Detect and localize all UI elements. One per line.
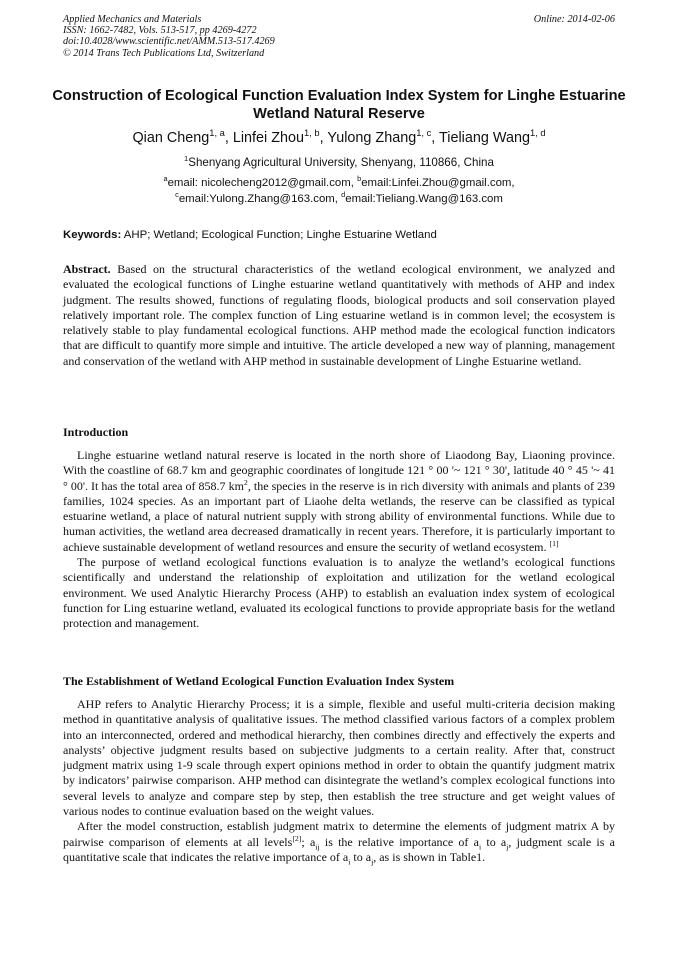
paragraph: The purpose of wetland ecological functions evaluation is to analyze the wetland’s ecological functions scientifically and understand the relationship of exploitation and utilization for the wetland ecological environment. We used Analytic Hierarchy Process (AHP) to establish an evaluation index system of ecological function for Ling estuarine wetland, evaluated its ecological functions to provide appropriate basis for the wetland protection and management. — [63, 555, 615, 631]
journal-name: Applied Mechanics and Materials — [63, 14, 202, 25]
email-list — [20, 176, 658, 207]
author-name: Yulong Zhang — [327, 130, 417, 146]
author-superscript: 1, b — [304, 128, 320, 139]
email-b[interactable]: email:Linfei.Zhou@gmail.com, — [361, 177, 515, 189]
subscript: i — [478, 842, 482, 852]
journal-header — [63, 14, 615, 59]
paragraph-text: After the model construction, establish judgment matrix to determine the elements of judgment matrix A by pairwise comparison of elements at all levels — [63, 819, 615, 849]
author-name: Qian Cheng — [132, 130, 210, 146]
issn-line: ISSN: 1662-7482, Vols. 513-517, pp 4269-4272 — [63, 25, 257, 37]
subscript: j — [506, 842, 509, 852]
keywords-text: AHP; Wetland; Ecological Function; Linghe Estuarine Wetland — [123, 229, 437, 241]
abstract — [63, 262, 615, 369]
paragraph-text: , as is shown in Table1. — [373, 849, 486, 864]
abstract-text: Based on the structural characteristics of the wetland ecological environment, we analyzed and evaluated the ecological functions of Linghe estuarine wetland quantitatively with methods of AHP and index judgment. The results showed, functions of regulating floods, biological products and soil conservation played relatively important role. The complex function of Ling estuarine wetland is in common level; the ecosystem is relatively stable to play fundamental ecological functions. AHP method made the ecological function indicators that are difficult to quantify more simple and intuitive. The article developed a new way of planning, management and conservation of the wetland with AHP method in sustainable development of Linghe Estuarine wetland. — [63, 262, 616, 368]
paragraph-text: ; a — [301, 834, 316, 849]
paragraph-text: is the relative importance of a — [319, 834, 479, 849]
copyright-line: © 2014 Trans Tech Publications Ltd, Switzerland — [63, 47, 265, 59]
email-a[interactable]: email: nicolecheng2012@gmail.com, — [167, 177, 354, 189]
paragraph-text: to a — [350, 849, 372, 864]
author-name: Linfei Zhou — [232, 130, 305, 146]
author-superscript: 1, c — [416, 128, 432, 139]
paragraph-text: to a — [481, 834, 507, 849]
affiliation — [20, 156, 658, 170]
abstract-label: Abstract. — [63, 262, 111, 276]
section-heading-introduction: Introduction — [63, 425, 129, 439]
email-superscript: d — [341, 189, 346, 199]
email-superscript: b — [357, 174, 362, 184]
online-date: Online: 2014-02-06 — [533, 14, 615, 25]
introduction-body — [63, 448, 615, 632]
affiliation-text: Shenyang Agricultural University, Shenyang, 110866, China — [188, 156, 494, 169]
section-heading-establishment: The Establishment of Wetland Ecological Function Evaluation Index System — [63, 674, 455, 688]
paper-title: Construction of Ecological Function Evaluation Index System for Linghe Estuarine Wetland Natural Reserve — [52, 88, 626, 122]
keywords-label: Keywords: — [63, 229, 122, 241]
affiliation-superscript: 1 — [184, 154, 189, 164]
superscript: 2 — [243, 477, 248, 487]
doi-line: doi:10.4028/www.scientific.net/AMM.513-517.4269 — [63, 36, 275, 48]
establishment-body — [63, 697, 615, 865]
email-d[interactable]: email:Tieliang.Wang@163.com — [345, 192, 503, 205]
subscript: j — [371, 857, 374, 867]
paragraph-text: , judgment scale is a quantitative scale that indicates the relative importance of a — [63, 834, 615, 864]
keywords — [63, 228, 615, 242]
email-superscript: c — [175, 189, 179, 199]
paragraph — [63, 819, 615, 865]
author-list: Qian Cheng$^{1, a}$, Linfei Zhou$^{1, b}$, Yulong Zhang$^{1, c}$, Tieliang Wang$^{1, d}$ — [132, 128, 546, 146]
paragraph-text: Linghe estuarine wetland natural reserve is located in the north shore of Liaodong Bay, Liaoning province. With the coastline of 68.7 km and geographic coordinates of longitude 121 ° 00 '~ 121 ° 30', latitude 40 ° 45 '~ 41 ° 00'. It has the total area of 858.7 km — [63, 448, 615, 493]
subscript: i — [348, 857, 351, 867]
paragraph: AHP refers to Analytic Hierarchy Process; it is a simple, flexible and useful multi-criteria decision making method in quantitative analysis of qualitative issues. The method classified various factors of a complex problem into an interconnected, ordered and methodical hierarchy, then combines directly and effectively the experts and analysts’ objective judgment results based on subjective judgments to a certain reality. After that, construct judgment matrix using 1-9 scale through expert opinions method in order to obtain the quantify judgment matrix by indicators’ pairwise comparison. AHP method can disintegrate the wetland’s complex ecological functions into several levels to analyze and compare step by step, then establish the tree structure and get weight values of various nodes to continue evaluation based on the weight values. — [63, 697, 615, 819]
paragraph — [63, 448, 615, 555]
email-c[interactable]: email:Yulong.Zhang@163.com, — [178, 192, 338, 205]
citation-ref: [1] — [549, 538, 559, 548]
citation-ref: [2] — [292, 833, 302, 843]
subscript: ij — [315, 842, 320, 852]
paragraph-text: , the species in the reserve is in rich diversity with animals and plants of 239 families, 1024 species. As an important part of Liaohe delta wetlands, the reserve can be classified as typical estuarine wetland, a place of natural nutrient supply with strong ability of environmental functions. While due to human activities, the wetland area decreased dramatically in recent years. Therefore, it is particularly important to achieve sustainable development of wetland resources and ensure the security of wetland ecosystem. — [63, 478, 615, 554]
author-name: Tieliang Wang — [439, 130, 530, 146]
author-superscript: 1, d — [529, 128, 546, 139]
author-superscript: 1, a — [209, 128, 225, 139]
email-superscript: a — [163, 174, 168, 184]
